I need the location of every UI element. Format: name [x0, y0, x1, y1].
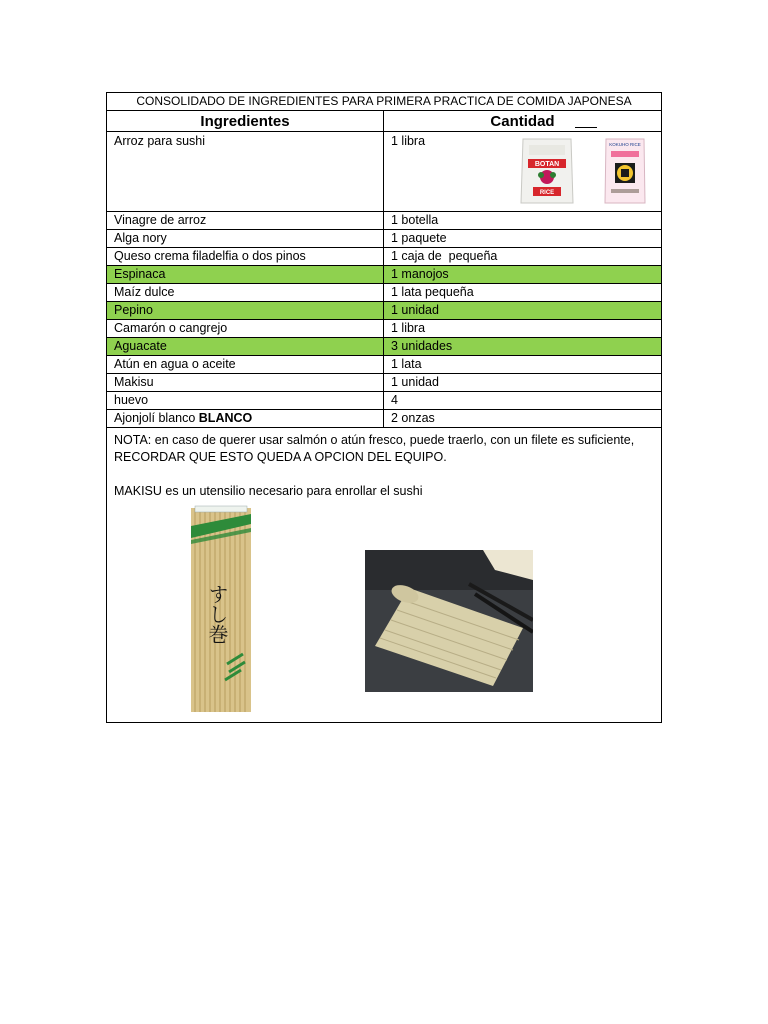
row-qty: 2 onzas [384, 410, 662, 428]
kokuho-brand-text: KOKUHO RICE [609, 142, 641, 147]
row-qty: 1 unidad [384, 302, 662, 320]
row-qty: 1 lata pequeña [384, 284, 662, 302]
row-item: Espinaca [107, 266, 384, 284]
row-item: Atún en agua o aceite [107, 356, 384, 374]
row-item: Aguacate [107, 338, 384, 356]
table-row [107, 410, 662, 428]
underline-mark [575, 127, 597, 128]
row-item: Alga nory [107, 230, 384, 248]
row-qty: 4 [384, 392, 662, 410]
header-ingredientes: Ingredientes [107, 111, 384, 132]
row-qty: 1 unidad [384, 374, 662, 392]
row-item-cell [107, 410, 384, 428]
table-row [107, 132, 662, 212]
row-item: Arroz para sushi [107, 132, 384, 212]
botan-rice-bag-image [519, 133, 575, 207]
row-qty: 3 unidades [384, 338, 662, 356]
row-qty: 1 lata [384, 356, 662, 374]
table-row-highlighted [107, 302, 662, 320]
table-row [107, 284, 662, 302]
row-qty: 1 botella [384, 212, 662, 230]
row-qty: 1 paquete [384, 230, 662, 248]
makisu-mat-photo [365, 550, 533, 692]
row-item: Vinagre de arroz [107, 212, 384, 230]
table-row [107, 320, 662, 338]
row-item: Queso crema filadelfia o dos pinos [107, 248, 384, 266]
table-row [107, 230, 662, 248]
row-qty-cell [384, 132, 662, 212]
table-title: CONSOLIDADO DE INGREDIENTES PARA PRIMERA PRACTICA DE COMIDA JAPONESA [107, 93, 662, 111]
ingredients-table [106, 92, 662, 723]
row-item-bold: BLANCO [198, 411, 253, 425]
table-row-highlighted [107, 266, 662, 284]
note-line-1: NOTA: en caso de querer usar salmón o atún fresco, puede traerlo, con un filete es suficiente, [114, 433, 635, 447]
table-row [107, 392, 662, 410]
makisu-package-image [187, 504, 255, 716]
row-item: Camarón o cangrejo [107, 320, 384, 338]
table-row-highlighted [107, 338, 662, 356]
note-cell [107, 428, 662, 723]
botan-label-text: RICE [539, 190, 555, 196]
row-qty: 1 libra [384, 320, 662, 338]
kokuho-rice-bag-image [603, 135, 647, 205]
note-row [107, 428, 662, 723]
table-row [107, 374, 662, 392]
row-item: Pepino [107, 302, 384, 320]
row-item: huevo [107, 392, 384, 410]
makisu-package-text: すし巻 [205, 584, 229, 644]
note-line-3: MAKISU es un utensilio necesario para enrollar el sushi [114, 484, 423, 498]
header-cantidad: Cantidad [384, 111, 662, 132]
row-qty: 1 manojos [384, 266, 662, 284]
row-item: Maíz dulce [107, 284, 384, 302]
table-row [107, 356, 662, 374]
note-gap [114, 466, 654, 483]
table-row [107, 212, 662, 230]
row-qty: 1 libra [391, 134, 426, 148]
ingredients-sheet [106, 92, 661, 723]
row-item: Ajonjolí blanco [114, 411, 199, 425]
note-line-2: RECORDAR QUE ESTO QUEDA A OPCION DEL EQUIPO. [114, 450, 447, 464]
table-row [107, 248, 662, 266]
botan-brand-text: BOTAN [534, 161, 560, 168]
row-item: Makisu [107, 374, 384, 392]
row-qty: 1 caja de pequeña [384, 248, 662, 266]
